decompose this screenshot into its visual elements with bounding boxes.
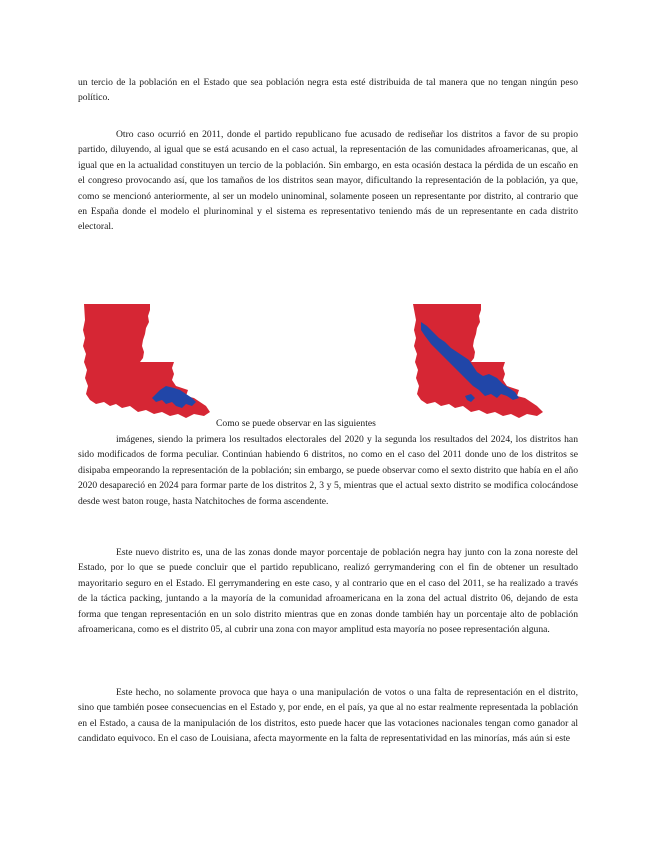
figure-caption: Como se puede observar en las siguientes bbox=[216, 418, 376, 429]
paragraph-5: Este hecho, no solamente provoca que haya o una manipulación de votos o una falta de representación en el distrito, sino que también posee consecuencias en el Estado y, por ende, en el país, ya que al no estar realmente representada la población en el Estado, a causa de la manipulación de los distritos, esto puede hacer que las votaciones nacionales tengan como ganador al candidato equivoco. En el caso de Louisiana, afecta mayormente en la falta de representatividad en las minorías, más aún si este bbox=[78, 687, 578, 745]
louisiana-2020-map bbox=[82, 302, 218, 420]
louisiana-2024-republican-area bbox=[413, 304, 543, 418]
paragraph-3: imágenes, siendo la primera los resultados electorales del 2020 y la segunda los resultados del 2024, los distritos han sido modificados de forma peculiar. Continúan habiendo 6 distritos, no como en el caso del 2011 donde uno de los distritos se disipaba empeorando la representación de la población; sin embargo, se puede observar como el sexto distrito que había en el año 2020 desapareció en 2024 para formar parte de los distritos 2, 3 y 5, mientras que el actual sexto distrito se modifica colocándose desde west baton rouge, hasta Natchitoches de forma ascendente. bbox=[78, 434, 578, 507]
paragraph-4: Este nuevo distrito es, una de las zonas donde mayor porcentaje de población negra hay junto con la zona noreste del Estado, por lo que se puede concluir que el partido republicano, realizó gerrymandering con el fin de obtener un resultado mayoritario seguro en el Estado. El gerrymandering en este caso, y al contrario que en el caso del 2011, se ha realizado a través de la táctica packing, juntando a la mayoría de la comunidad afroamericana en la zona del actual distrito 06, dejando de esta forma que tengan representación en un solo distrito mientras que en zonas donde también hay un porcentaje alto de población afroamericana, como es el distrito 05, al cubrir una zona con mayor amplitud esta mayoría no posee representación alguna. bbox=[78, 547, 578, 636]
louisiana-2024-map bbox=[411, 302, 551, 420]
paragraph-2: Otro caso ocurrió en 2011, donde el partido republicano fue acusado de rediseñar los distritos a favor de su propio partido, diluyendo, al igual que se está acusando en el caso actual, la representación de las comunidades afroamericanas, que, al igual que en la actualidad constituyen un tercio de la población. Sin embargo, en esta ocasión destaca la pérdida de un escaño en el congreso provocando así, que los tamaños de los distritos sean mayor, dificultando la representación de la población, ya que, como se mencionó anteriormente, al ser un modelo uninominal, solamente poseen un representante por distrito, al contrario que en España donde el modelo el plurinominal y el sistema es representativo teniendo más de un representante en cada distrito electoral. bbox=[78, 129, 578, 233]
paragraph-1: un tercio de la población en el Estado que sea población negra esta esté distribuida de tal manera que no tengan ningún peso político. bbox=[78, 77, 578, 104]
